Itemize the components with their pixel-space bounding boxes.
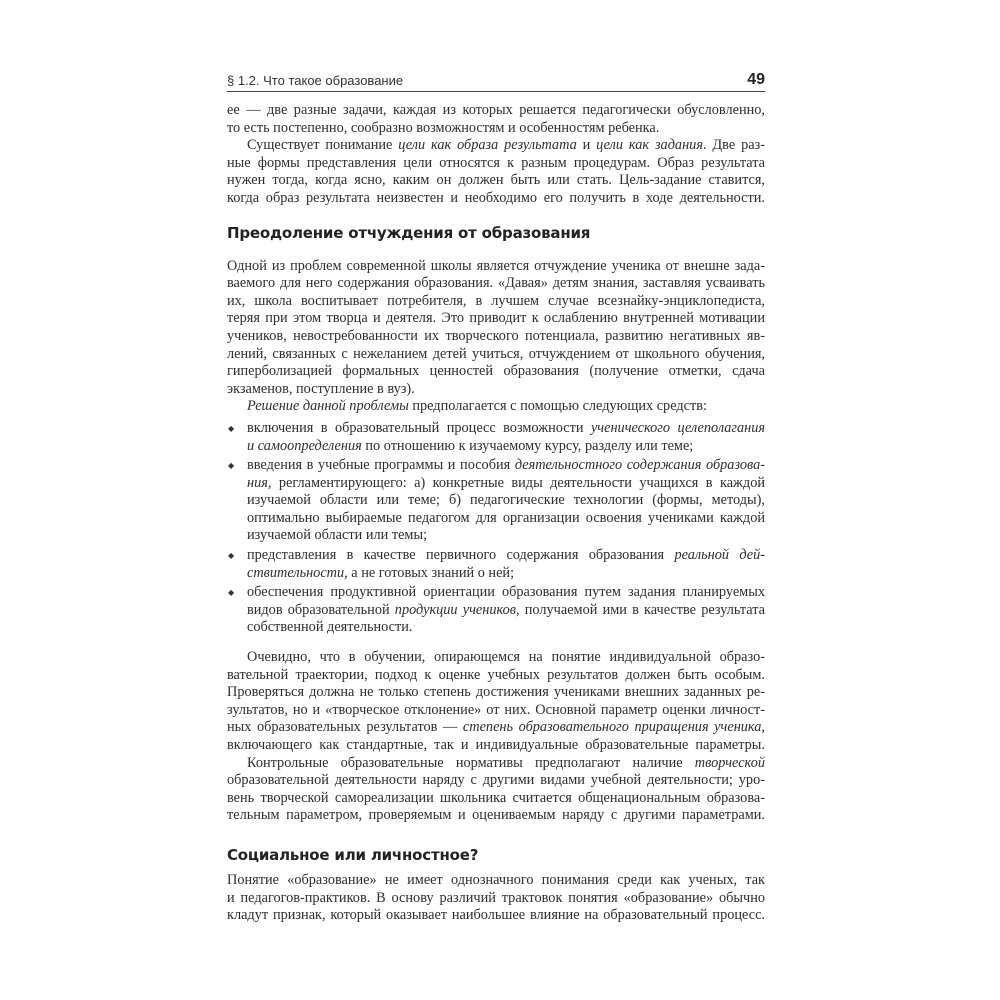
page-number: 49 bbox=[747, 71, 765, 88]
text-run: изучаемой области или теме; б) педагогические технологии (формы, методы), bbox=[247, 492, 765, 509]
text-line bbox=[247, 584, 765, 602]
running-header bbox=[227, 72, 765, 92]
text-line bbox=[227, 172, 765, 190]
text-run: обеспечения продуктивной ориентации образования путем задания планируемых bbox=[247, 584, 765, 601]
text-line bbox=[227, 719, 765, 737]
text-run: Контрольные образовательные нормативы предполагают наличие bbox=[247, 754, 695, 771]
italic-text: продукции учеников bbox=[394, 601, 517, 618]
text-line bbox=[247, 510, 765, 528]
text-line bbox=[227, 293, 765, 311]
text-run: видов образовательной bbox=[247, 601, 395, 618]
text-line bbox=[227, 649, 765, 667]
text-run: ваемого для него содержания образования. «Давая» детям знания, заставляя усваивать bbox=[227, 275, 765, 292]
bullet-icon: ◆ bbox=[228, 423, 235, 433]
text-run: Одной из проблем современной школы является отчуждение ученика от внешне зада- bbox=[227, 257, 765, 274]
paragraph bbox=[227, 102, 765, 137]
text-line bbox=[227, 737, 765, 755]
text-run: изучаемой области или темы; bbox=[247, 527, 428, 544]
italic-text: Решение данной проблемы bbox=[247, 398, 409, 415]
text-run: Понятие «образование» не имеет однозначного понимания среди как ученых, так bbox=[227, 871, 765, 888]
text-line bbox=[227, 190, 765, 208]
bullet-icon: ◆ bbox=[228, 461, 235, 471]
text-line bbox=[227, 275, 765, 293]
text-run: . Две раз- bbox=[702, 137, 765, 154]
text-line bbox=[247, 475, 765, 493]
text-line bbox=[227, 890, 765, 908]
text-line bbox=[227, 102, 765, 120]
text-run: нужен тогда, когда ясно, каким он должен быть или стать. Цель-задание ставится, bbox=[227, 172, 765, 189]
paragraph bbox=[227, 398, 765, 416]
text-run: когда образ результата неизвестен и необходимо его получить в ходе деятельности. bbox=[227, 189, 765, 206]
text-line bbox=[227, 807, 765, 825]
text-run: Существует понимание bbox=[247, 137, 399, 154]
text-run: кладут признак, который оказывает наибольшее влияние на образовательный процесс. bbox=[227, 907, 765, 924]
italic-text: цели как образа результата bbox=[398, 137, 577, 154]
italic-text: цели как задания bbox=[596, 137, 703, 154]
text-line bbox=[247, 619, 765, 637]
text-run: учеников, невостребованности их творческого потенциала, развитию негативных яв- bbox=[227, 327, 765, 344]
text-line bbox=[247, 420, 765, 438]
text-run: лений, связанных с нежеланием детей учиться, отчуждением от школьного обучения, bbox=[227, 345, 765, 362]
text-run: их, школа воспитывает потребителя, в лучшем случае всезнайку-энциклопедиста, bbox=[227, 292, 765, 309]
italic-text: ученического целеполагания bbox=[590, 419, 765, 436]
italic-text: ствительности bbox=[247, 564, 345, 581]
book-page bbox=[227, 72, 765, 925]
text-run: оптимально выбираемые педагогом для организации освоения учениками каждой bbox=[247, 509, 765, 526]
text-line bbox=[227, 872, 765, 890]
text-line bbox=[227, 790, 765, 808]
text-run: включающего как стандартные, так и индивидуальные образовательные параметры. bbox=[227, 737, 765, 753]
text-run: Проверяться должна не только степень достижения учениками внешних заданных ре- bbox=[227, 684, 765, 701]
text-run: по отношению к изучаемому курсу, разделу или теме; bbox=[361, 437, 694, 454]
text-run: и bbox=[576, 137, 597, 154]
text-line bbox=[227, 772, 765, 790]
paragraph bbox=[227, 755, 765, 825]
bullet-icon: ◆ bbox=[228, 588, 235, 598]
text-line bbox=[227, 363, 765, 381]
bullet-icon: ◆ bbox=[228, 551, 235, 561]
italic-text: деятельностного содержания образова- bbox=[514, 457, 766, 474]
text-run: включения в образовательный процесс возможности bbox=[247, 419, 591, 436]
text-run: теряя при этом творца и деятеля. Это приводит к ослаблению внутренней мотивации bbox=[227, 310, 765, 327]
text-line bbox=[227, 702, 765, 720]
text-line bbox=[247, 457, 765, 475]
text-line bbox=[227, 755, 765, 773]
list-item bbox=[227, 457, 765, 545]
text-run: то есть постепенно, сообразно возможностям и особенностям ребенка. bbox=[227, 119, 660, 136]
text-line bbox=[227, 137, 765, 155]
text-line bbox=[247, 527, 765, 545]
text-line bbox=[227, 667, 765, 685]
page-body bbox=[227, 102, 765, 925]
text-run: тельным параметром, проверяемым и оцениваемым наряду с другими параметрами. bbox=[227, 807, 765, 824]
text-run: вень творческой самореализации школьника считается общенациональным образова- bbox=[227, 789, 765, 806]
text-line bbox=[247, 602, 765, 620]
text-run: представления в качестве первичного содержания образования bbox=[247, 547, 675, 564]
text-run: , bbox=[761, 719, 765, 736]
section-title: § 1.2. Что такое образование bbox=[227, 73, 404, 88]
text-line bbox=[227, 907, 765, 925]
text-line bbox=[247, 492, 765, 510]
paragraph bbox=[227, 649, 765, 755]
text-line bbox=[227, 398, 765, 416]
text-line bbox=[227, 310, 765, 328]
text-line bbox=[247, 547, 765, 565]
text-run: гиперболизацией формальных ценностей образования (получение отметки, сдача bbox=[227, 363, 765, 380]
section-heading: Социальное или личностное? bbox=[227, 845, 479, 864]
text-line bbox=[227, 120, 765, 138]
text-line bbox=[227, 155, 765, 173]
text-run: образовательной деятельности наряду с другими видами учебной деятельности; уро- bbox=[227, 772, 765, 789]
text-run: собственной деятельности. bbox=[247, 619, 413, 636]
list-item bbox=[227, 547, 765, 582]
text-line bbox=[227, 346, 765, 364]
text-run: , регламентирующего: а) конкретные виды деятельности учащихся в каждой bbox=[267, 474, 765, 491]
text-run: , получаемой ими в качестве результата bbox=[516, 601, 766, 618]
text-line bbox=[227, 684, 765, 702]
italic-text: степень образовательного приращения ученика bbox=[462, 719, 762, 736]
bullet-list bbox=[227, 420, 765, 637]
italic-text: и самоопределения bbox=[247, 437, 362, 454]
text-line bbox=[227, 328, 765, 346]
text-run: ее — две разные задачи, каждая из которых решается педагогически обусловленно, bbox=[227, 102, 765, 118]
paragraph bbox=[227, 872, 765, 925]
paragraph bbox=[227, 137, 765, 207]
italic-text: реальной дей- bbox=[674, 547, 765, 564]
text-line bbox=[247, 438, 765, 456]
text-run: экзаменов, поступление в вуз). bbox=[227, 380, 415, 397]
text-run: Очевидно, что в обучении, опирающемся на понятие индивидуальной образо- bbox=[247, 649, 765, 666]
text-run: и педагогов-практиков. В основу различий трактовок понятия «образование» обычно bbox=[227, 889, 765, 906]
section-heading: Преодоление отчуждения от образования bbox=[227, 223, 591, 242]
text-line bbox=[227, 381, 765, 399]
text-run: ных образовательных результатов — bbox=[227, 719, 463, 736]
text-run: предполагается с помощью следующих средств: bbox=[408, 398, 707, 415]
text-line bbox=[247, 565, 765, 583]
list-item bbox=[227, 584, 765, 637]
text-run: зультатов, но и «творческое отклонение» от них. Основной параметр оценки личност- bbox=[227, 701, 765, 718]
text-line bbox=[227, 258, 765, 276]
text-run: ные формы представления цели относятся к разным процедурам. Образ результата bbox=[227, 154, 765, 171]
list-item bbox=[227, 420, 765, 455]
text-run: вательной траектории, подход к оценке учебных результатов должен быть особым. bbox=[227, 666, 765, 683]
text-run: , а не готовых знаний о ней; bbox=[344, 564, 515, 581]
italic-text: творческой bbox=[694, 754, 765, 771]
italic-text: ния bbox=[247, 474, 268, 491]
paragraph bbox=[227, 258, 765, 399]
text-run: введения в учебные программы и пособия bbox=[247, 457, 515, 474]
